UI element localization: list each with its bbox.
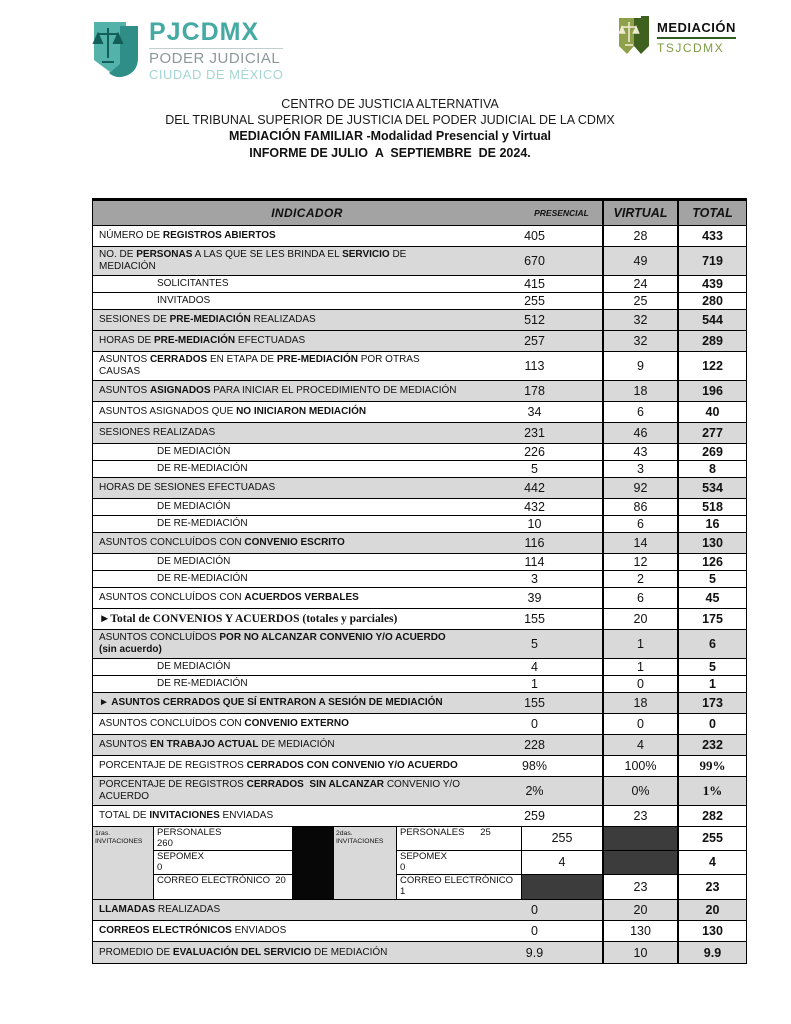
invitations-virtual-column (602, 827, 677, 899)
table-row (93, 423, 746, 444)
total-value: 9.9 (677, 942, 746, 963)
total-value: 173 (677, 693, 746, 713)
total-value: 99% (677, 756, 746, 776)
row-label (93, 247, 467, 275)
invitation-item-line: PERSONALES (157, 827, 222, 838)
pjcdmx-poder-judicial-label: PODER JUDICIAL (149, 50, 281, 67)
table-row (93, 588, 746, 609)
invitation-item (154, 875, 292, 899)
table-row (93, 276, 746, 293)
second-invitations-items (396, 827, 521, 899)
table-row (93, 444, 746, 461)
row-label (93, 921, 467, 941)
virtual-value: 25 (602, 293, 677, 309)
invitation-item (154, 827, 292, 851)
presencial-value: 512 (524, 313, 545, 327)
total-value: 4 (679, 851, 746, 875)
table-row (93, 735, 746, 756)
virtual-value: 12 (602, 554, 677, 570)
table-row (93, 659, 746, 676)
row-label (93, 423, 467, 443)
row-label (93, 756, 467, 776)
total-value: 175 (677, 609, 746, 629)
first-invitations-items (153, 827, 292, 899)
presencial-value: 670 (524, 254, 545, 268)
presencial-value: 432 (524, 500, 545, 514)
virtual-value: 43 (602, 444, 677, 460)
row-label-text: DE MEDIACIÓN (157, 501, 231, 512)
presencial-value: 5 (531, 637, 538, 651)
presencial-value: 226 (524, 445, 545, 459)
table-row (93, 331, 746, 352)
row-label-text: PORCENTAJE DE REGISTROS CERRADOS CON CONVENIO Y/O ACUERDO (99, 760, 458, 771)
presencial-value: 1 (531, 677, 538, 691)
presencial-value: 0 (531, 717, 538, 731)
presencial-value (522, 875, 602, 899)
first-invitations-label: 1ras. INVITACIONES (93, 827, 153, 899)
table-row (93, 293, 746, 310)
total-value: 130 (677, 533, 746, 553)
row-label-text: ASUNTOS ASIGNADOS QUE NO INICIARON MEDIACIÓN (99, 406, 367, 417)
invitation-item-line: PERSONALES 25 (400, 827, 491, 838)
table-row (93, 942, 746, 963)
virtual-value: 28 (602, 226, 677, 246)
virtual-value: 0% (602, 777, 677, 805)
row-label (93, 293, 467, 309)
presencial-value: 2% (525, 784, 544, 798)
second-invitations-label (334, 827, 396, 899)
row-label-text: LLAMADAS REALIZADAS (99, 904, 221, 915)
virtual-value: 20 (602, 609, 677, 629)
total-value: 40 (677, 402, 746, 422)
presencial-value: 405 (524, 229, 545, 243)
virtual-value: 4 (602, 735, 677, 755)
row-label-text: TOTAL DE INVITACIONES ENVIADAS (99, 810, 274, 821)
total-value: 1 (677, 676, 746, 692)
row-label-text: SESIONES REALIZADAS (99, 427, 216, 438)
row-label (93, 352, 467, 380)
row-label-text: PROMEDIO DE EVALUACIÓN DEL SERVICIO DE MEDIACIÓN (99, 946, 388, 958)
row-label-text: ASUNTOS CERRADOS EN ETAPA DE PRE-MEDIACIÓN POR OTRAS CAUSAS (99, 354, 420, 377)
table-row (93, 756, 746, 777)
pjcdmx-acronym: PJCDMX (149, 18, 283, 49)
header-indicador: INDICADOR (271, 206, 343, 220)
total-value: 5 (677, 659, 746, 675)
virtual-value: 6 (602, 588, 677, 608)
invitations-presencial-column (521, 827, 602, 899)
invitation-item-line: CORREO ELECTRÓNICO 20 (157, 875, 286, 886)
row-label (93, 659, 467, 675)
total-value: 23 (705, 879, 720, 894)
presencial-value: 9.9 (525, 945, 544, 960)
row-label-text: NÚMERO DE REGISTROS ABIERTOS (99, 230, 276, 241)
virtual-value: 130 (602, 921, 677, 941)
report-table (92, 198, 747, 964)
table-row (93, 381, 746, 402)
pjcdmx-ciudad-label: CIUDAD DE MÉXICO (149, 67, 284, 82)
row-label-text: DE RE-MEDIACIÓN (157, 518, 248, 529)
row-label (93, 461, 467, 477)
title-line-2: DEL TRIBUNAL SUPERIOR DE JUSTICIA DEL PODER JUDICIAL DE LA CDMX (165, 112, 615, 127)
virtual-value: 1 (602, 630, 677, 658)
table-row (93, 402, 746, 423)
virtual-value: 20 (602, 900, 677, 920)
total-value: 5 (677, 571, 746, 587)
invitation-item (397, 875, 521, 899)
virtual-value: 18 (602, 693, 677, 713)
row-label-text: ASUNTOS CONCLUÍDOS CON CONVENIO ESCRITO (99, 537, 345, 548)
virtual-value: 1 (602, 659, 677, 675)
total-value: 130 (677, 921, 746, 941)
total-value: 433 (677, 226, 746, 246)
table-row (93, 900, 746, 921)
row-label-text: ASUNTOS CONCLUÍDOS CON ACUERDOS VERBALES (99, 592, 359, 603)
virtual-value: 18 (602, 381, 677, 401)
virtual-value: 92 (602, 478, 677, 498)
second-invitations-label-line: INVITACIONES (336, 838, 384, 845)
invitation-item-line: CORREO ELECTRÓNICO (400, 875, 513, 886)
presencial-value: 257 (524, 334, 545, 348)
total-value: 122 (677, 352, 746, 380)
presencial-value: 98% (521, 759, 548, 773)
row-label-text: DE RE-MEDIACIÓN (157, 573, 248, 584)
virtual-value: 46 (602, 423, 677, 443)
table-row (93, 571, 746, 588)
invitation-item-line: 0 (400, 861, 406, 873)
virtual-value (604, 827, 677, 851)
row-label (93, 478, 467, 498)
row-label (93, 609, 467, 629)
row-label-text: ASUNTOS CONCLUÍDOS CON CONVENIO EXTERNO (99, 718, 349, 729)
row-label (93, 777, 467, 805)
table-row (93, 478, 746, 499)
virtual-value: 9 (602, 352, 677, 380)
row-label (93, 806, 467, 826)
presencial-value: 5 (531, 462, 538, 476)
row-label (93, 331, 467, 351)
invitation-item (154, 851, 292, 875)
virtual-value: 10 (602, 942, 677, 963)
total-value: 6 (677, 630, 746, 658)
row-label-text: ► ASUNTOS CERRADOS QUE SÍ ENTRARON A SESIÓN DE MEDIACIÓN (99, 697, 443, 708)
presencial-value: 255 (524, 294, 545, 308)
row-label-text: DE MEDIACIÓN (157, 661, 231, 672)
presencial-value: 113 (524, 359, 545, 373)
virtual-value: 0 (602, 676, 677, 692)
presencial-value: 114 (524, 555, 545, 569)
presencial-value: 231 (524, 426, 545, 440)
title-line-1: CENTRO DE JUSTICIA ALTERNATIVA (281, 97, 499, 111)
row-label-text: NO. DE PERSONAS A LAS QUE SE LES BRINDA EL SERVICIO DE MEDIACIÓN (99, 249, 407, 272)
row-label-text: HORAS DE SESIONES EFECTUADAS (99, 482, 276, 493)
row-label (93, 499, 467, 515)
row-label-text: CORREOS ELECTRÓNICOS ENVIADOS (99, 925, 287, 936)
black-filler-cell (292, 827, 334, 899)
pjcdmx-shield-icon (90, 20, 144, 80)
header-virtual: VIRTUAL (602, 201, 677, 225)
table-row (93, 921, 746, 942)
virtual-value: 23 (602, 806, 677, 826)
row-label (93, 630, 467, 658)
total-value: 544 (677, 310, 746, 330)
table-row (93, 226, 746, 247)
invitations-section (93, 827, 746, 900)
mediacion-title: MEDIACIÓN (657, 20, 736, 39)
presencial-value: 116 (524, 536, 545, 550)
row-label-text: DE MEDIACIÓN (157, 446, 231, 457)
virtual-value: 14 (602, 533, 677, 553)
total-value: 280 (677, 293, 746, 309)
table-header-row (93, 201, 746, 226)
row-label (93, 226, 467, 246)
presencial-value: 4 (531, 660, 538, 674)
table-row (93, 310, 746, 331)
invitation-item (397, 851, 521, 875)
row-label-text: DE RE-MEDIACIÓN (157, 678, 248, 689)
presencial-value: 0 (531, 903, 538, 917)
table-body (93, 226, 746, 963)
row-label (93, 942, 467, 963)
report-title (0, 97, 780, 161)
table-row (93, 247, 746, 276)
row-label-text: DE RE-MEDIACIÓN (157, 463, 248, 474)
virtual-value: 2 (602, 571, 677, 587)
row-label (93, 676, 467, 692)
total-value: 126 (677, 554, 746, 570)
row-label-text: INVITADOS (157, 295, 211, 306)
presencial-value: 259 (524, 809, 545, 823)
table-row (93, 777, 746, 806)
presencial-value: 442 (524, 481, 545, 495)
row-label (93, 444, 467, 460)
presencial-value: 10 (527, 517, 542, 531)
table-row (93, 533, 746, 554)
total-value: 0 (677, 714, 746, 734)
virtual-value (604, 851, 677, 875)
invitation-item-line: 260 (157, 837, 173, 849)
row-label-text: ASUNTOS EN TRABAJO ACTUAL DE MEDIACIÓN (99, 739, 335, 750)
total-value: 196 (677, 381, 746, 401)
table-row (93, 461, 746, 478)
virtual-value: 32 (602, 310, 677, 330)
virtual-value: 0 (602, 714, 677, 734)
total-value: 719 (677, 247, 746, 275)
row-label (93, 588, 467, 608)
row-label-text: SOLICITANTES (157, 278, 229, 289)
header-total: TOTAL (677, 201, 746, 225)
row-label-text: HORAS DE PRE-MEDIACIÓN EFECTUADAS (99, 335, 306, 346)
virtual-value: 3 (602, 461, 677, 477)
total-value: 282 (677, 806, 746, 826)
presencial-value: 255 (522, 827, 602, 851)
invitation-item (397, 827, 521, 851)
row-label (93, 571, 467, 587)
row-label-text: ►Total de CONVENIOS Y ACUERDOS (totales y parciales) (99, 613, 398, 625)
row-label (93, 533, 467, 553)
mediacion-subtitle: TSJCDMX (657, 40, 725, 55)
row-label (93, 900, 467, 920)
total-value: 518 (677, 499, 746, 515)
table-row (93, 806, 746, 827)
invitation-item-line: 0 (157, 861, 163, 873)
presencial-value: 3 (531, 572, 538, 586)
row-label-text: SESIONES DE PRE-MEDIACIÓN REALIZADAS (99, 314, 316, 325)
row-label (93, 693, 467, 713)
total-value: 45 (677, 588, 746, 608)
mediacion-shield-icon (617, 16, 651, 58)
title-line-4: INFORME DE JULIO A SEPTIEMBRE DE 2024. (249, 145, 531, 160)
total-value: 255 (679, 827, 746, 851)
second-invitations-label-line: 2das. (336, 830, 353, 837)
presencial-value: 228 (524, 738, 545, 752)
mediacion-logo (617, 16, 736, 58)
row-label (93, 735, 467, 755)
invitations-total-column (677, 827, 746, 899)
row-label (93, 554, 467, 570)
table-row (93, 714, 746, 735)
virtual-value: 32 (602, 331, 677, 351)
row-label (93, 714, 467, 734)
invitation-item-line: SEPOMEX (157, 851, 204, 862)
table-row (93, 352, 746, 381)
presencial-value: 34 (527, 405, 542, 419)
presencial-value: 4 (522, 851, 602, 875)
title-line-3: MEDIACIÓN FAMILIAR -Modalidad Presencial y Virtual (228, 129, 552, 143)
row-label-text: ASUNTOS ASIGNADOS PARA INICIAR EL PROCEDIMIENTO DE MEDIACIÓN (99, 385, 457, 396)
table-row (93, 693, 746, 714)
total-value: 289 (677, 331, 746, 351)
table-row (93, 516, 746, 533)
table-row (93, 609, 746, 630)
virtual-value: 6 (602, 402, 677, 422)
row-label (93, 276, 467, 292)
total-value: 534 (677, 478, 746, 498)
total-value: 1% (677, 777, 746, 805)
table-row (93, 499, 746, 516)
row-label-text: DE MEDIACIÓN (157, 556, 231, 567)
total-value: 269 (677, 444, 746, 460)
invitation-item-line: SEPOMEX (400, 851, 447, 862)
row-label-text: PORCENTAJE DE REGISTROS CERRADOS SIN ALCANZAR CONVENIO Y/O ACUERDO (99, 779, 460, 802)
presencial-value: 39 (527, 591, 542, 605)
total-value: 232 (677, 735, 746, 755)
virtual-value: 49 (602, 247, 677, 275)
table-row (93, 554, 746, 571)
presencial-value: 155 (524, 696, 545, 710)
virtual-value: 23 (633, 879, 648, 894)
total-value: 20 (677, 900, 746, 920)
virtual-value: 100% (602, 756, 677, 776)
virtual-value: 86 (602, 499, 677, 515)
total-value: 439 (677, 276, 746, 292)
row-label (93, 516, 467, 532)
pjcdmx-logo (90, 18, 283, 82)
virtual-value: 6 (602, 516, 677, 532)
total-value: 277 (677, 423, 746, 443)
presencial-value: 0 (531, 924, 538, 938)
presencial-value: 178 (524, 384, 545, 398)
virtual-value: 24 (602, 276, 677, 292)
table-row (93, 630, 746, 659)
row-label (93, 402, 467, 422)
invitation-item-line: 1 (400, 885, 406, 897)
row-label (93, 310, 467, 330)
row-label (93, 381, 467, 401)
presencial-value: 155 (524, 612, 545, 626)
header-presencial: PRESENCIAL (534, 208, 589, 218)
row-label-text: ASUNTOS CONCLUÍDOS POR NO ALCANZAR CONVENIO Y/O ACUERDO (sin acuerdo) (99, 632, 446, 655)
table-row (93, 676, 746, 693)
total-value: 8 (677, 461, 746, 477)
total-value: 16 (677, 516, 746, 532)
presencial-value: 415 (524, 277, 545, 291)
